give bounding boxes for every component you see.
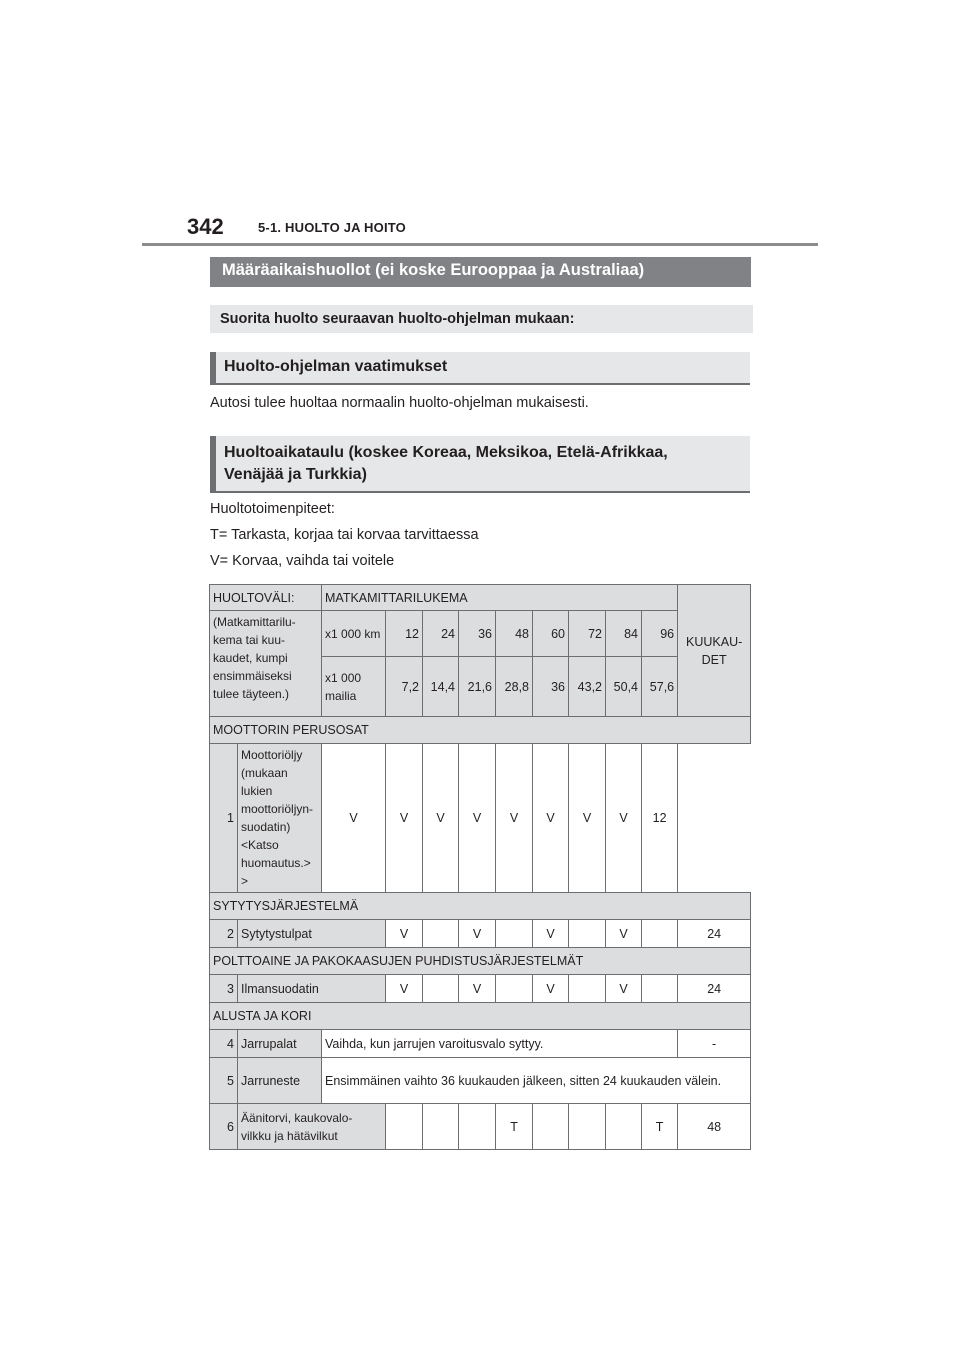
header-rule [142,243,818,246]
table-row [210,1104,751,1150]
row-value [496,975,533,1003]
row-value: V [322,744,386,893]
miles-value: 21,6 [459,657,496,717]
row-value [533,1104,569,1150]
table-row [210,975,751,1003]
table-row [210,920,751,948]
row-months: 12 [642,744,678,893]
km-value: 72 [569,611,606,657]
km-value: 96 [642,611,678,657]
group-ignition: SYTYTYSJÄRJESTELMÄ [210,893,751,920]
row-value [606,1104,642,1150]
row-value [386,1104,423,1150]
row-value [496,920,533,948]
miles-value: 50,4 [606,657,642,717]
km-value: 24 [423,611,459,657]
row-months: 48 [678,1104,751,1150]
row-value: V [459,744,496,893]
row-value: V [606,975,642,1003]
row-number: 1 [210,744,238,893]
legend-t: T= Tarkasta, korjaa tai korvaa tarvittaessa [210,527,479,543]
km-value: 84 [606,611,642,657]
row-value: V [386,744,423,893]
group-fuel: POLTTOAINE JA PAKOKAASUJEN PUHDISTUSJÄRJESTELMÄT [210,948,751,975]
legend-v: V= Korvaa, vaihda tai voitele [210,553,395,569]
row-value: T [496,1104,533,1150]
row-span-text: Vaihda, kun jarrujen varoitusvalo syttyy. [322,1030,678,1058]
section-paragraph: Autosi tulee huoltaa normaalin huolto-ohjelman mukaisesti. [210,395,589,411]
header-odometer: MATKAMITTARILUKEMA [322,585,678,611]
row-value [459,1104,496,1150]
row-value: V [533,920,569,948]
interval-note: (Matkamittarilu-kema tai kuu-kaudet, kumpi ensimmäiseksi tulee täyteen.) [210,611,322,717]
row-number: 2 [210,920,238,948]
section-heading-requirements: Huolto-ohjelman vaatimukset [210,352,750,385]
running-header: 5-1. HUOLTO JA HOITO [258,220,406,235]
table-row [210,1058,751,1104]
group-row-fuel [210,948,751,975]
row-item: Ilmansuodatin [238,975,386,1003]
row-item: Sytytystulpat [238,920,386,948]
row-months: 24 [678,920,751,948]
row-number: 5 [210,1058,238,1104]
row-value: V [569,744,606,893]
row-value: V [606,920,642,948]
group-row-chassis [210,1003,751,1030]
row-item: Jarruneste [238,1058,322,1104]
row-value: V [496,744,533,893]
group-row-engine [210,717,751,744]
banner-title: Määräaikaishuollot (ei koske Eurooppaa ja Australiaa) [210,257,751,287]
section-heading-line2: Venäjää ja Turkkia) [224,466,367,483]
row-number: 6 [210,1104,238,1150]
legend-intro: Huoltotoimenpiteet: [210,501,335,517]
table-header-row [210,585,751,611]
row-value [569,975,606,1003]
section-heading-schedule [210,436,750,493]
group-row-ignition [210,893,751,920]
row-value: T [642,1104,678,1150]
miles-value: 7,2 [386,657,423,717]
row-value: V [459,920,496,948]
miles-value: 14,4 [423,657,459,717]
page-number: 342 [187,214,224,239]
row-span-text: Ensimmäinen vaihto 36 kuukauden jälkeen, sitten 24 kuukauden välein. [322,1058,751,1104]
section-heading-line1: Huoltoaikataulu (koskee Koreaa, Meksikoa, Etelä-Afrikkaa, [224,444,668,461]
miles-value: 36 [533,657,569,717]
km-value: 48 [496,611,533,657]
unit-km: x1 000 km [322,611,386,657]
km-value: 12 [386,611,423,657]
miles-value: 57,6 [642,657,678,717]
row-value: V [386,920,423,948]
group-engine: MOOTTORIN PERUSOSAT [210,717,751,744]
row-value: V [423,744,459,893]
table-row [210,1030,751,1058]
row-value [642,975,678,1003]
row-months: - [678,1030,751,1058]
row-value [569,920,606,948]
miles-value: 43,2 [569,657,606,717]
miles-value: 28,8 [496,657,533,717]
row-value: V [533,975,569,1003]
row-value [642,920,678,948]
table-row [210,744,751,893]
row-item: Äänitorvi, kaukovalo-vilkku ja hätävilkut [238,1104,386,1150]
row-value: V [533,744,569,893]
header-months: KUUKAU-DET [678,585,751,717]
row-value: V [606,744,642,893]
row-number: 3 [210,975,238,1003]
row-value [423,1104,459,1150]
row-value [569,1104,606,1150]
km-row [210,611,751,657]
row-item: Jarrupalat [238,1030,322,1058]
row-value: V [459,975,496,1003]
header-interval: HUOLTOVÄLI: [210,585,322,611]
unit-miles: x1 000 mailia [322,657,386,717]
row-months: 24 [678,975,751,1003]
maintenance-schedule-table [209,584,751,1150]
row-value: V [386,975,423,1003]
subbanner: Suorita huolto seuraavan huolto-ohjelman mukaan: [210,305,753,333]
row-item: Moottoriöljy (mukaan lukien moottoriöljyn-suodatin) <Katso huomautus.> > [238,744,322,893]
km-value: 60 [533,611,569,657]
row-number: 4 [210,1030,238,1058]
group-chassis: ALUSTA JA KORI [210,1003,751,1030]
km-value: 36 [459,611,496,657]
row-value [423,920,459,948]
row-value [423,975,459,1003]
